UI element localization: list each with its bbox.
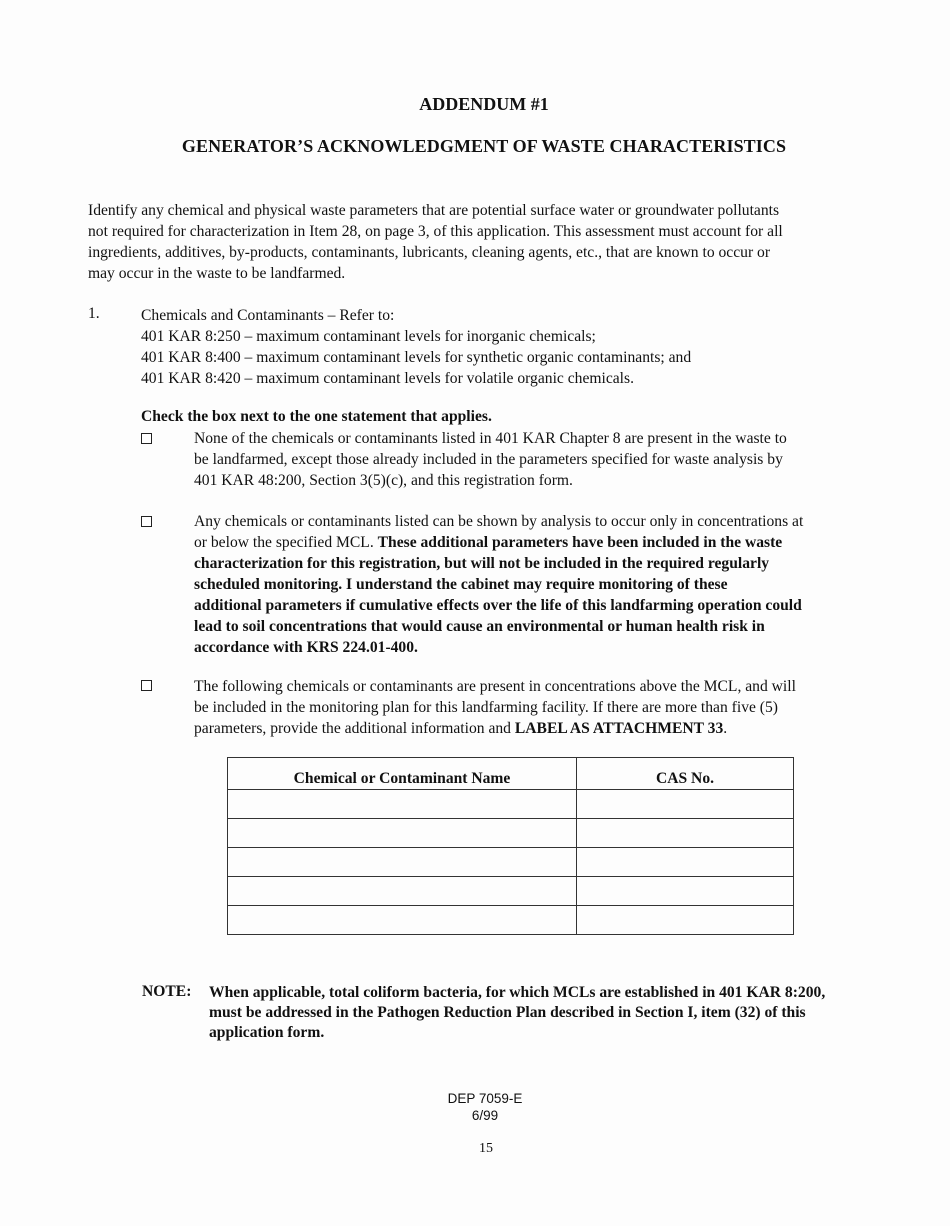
reference-line: 401 KAR 8:400 – maximum contaminant levels for synthetic organic contaminants; and xyxy=(141,349,692,366)
contaminant-table xyxy=(227,757,794,935)
option-1-checkbox[interactable] xyxy=(141,433,152,444)
option-2-text xyxy=(194,511,894,658)
cas-cell[interactable] xyxy=(577,848,794,877)
option-line xyxy=(194,532,894,553)
option-line-bold xyxy=(194,574,894,595)
option-text-bold: characterization for this registration, but will not be included in the required regularly xyxy=(194,555,770,572)
cas-cell[interactable] xyxy=(577,906,794,935)
option-line: The following chemicals or contaminants are present in concentrations above the MCL, and will xyxy=(194,678,796,695)
reference-line: 401 KAR 8:250 – maximum contaminant levels for inorganic chemicals; xyxy=(141,328,596,345)
option-text-bold: lead to soil concentrations that would cause an environmental or human health risk in xyxy=(194,618,765,635)
name-cell[interactable] xyxy=(228,906,577,935)
form-number: DEP 7059-E xyxy=(447,1091,523,1106)
intro-line: may occur in the waste to be landfarmed. xyxy=(88,265,346,282)
option-3-checkbox[interactable] xyxy=(141,680,152,691)
form-date: 6/99 xyxy=(471,1108,499,1123)
option-text-plain: . xyxy=(723,720,728,737)
note-text xyxy=(209,983,899,1043)
option-text-bold: additional parameters if cumulative effects over the life of this landfarming operation could xyxy=(194,597,802,614)
chemicals-heading: Chemicals and Contaminants – Refer to: xyxy=(141,307,395,324)
name-cell[interactable] xyxy=(228,790,577,819)
option-line: be landfarmed, except those already included in the parameters specified for waste analysis by xyxy=(194,451,783,468)
reference-line: 401 KAR 8:420 – maximum contaminant levels for volatile organic chemicals. xyxy=(141,370,634,387)
option-2-checkbox[interactable] xyxy=(141,516,152,527)
column-header-name: Chemical or Contaminant Name xyxy=(228,758,577,790)
attachment-label: LABEL AS ATTACHMENT 33 xyxy=(514,720,724,737)
option-line-bold xyxy=(194,553,894,574)
option-line: Any chemicals or contaminants listed can be shown by analysis to occur only in concentrations at xyxy=(194,513,804,530)
note-label: NOTE: xyxy=(142,983,192,1000)
option-line: be included in the monitoring plan for this landfarming facility. If there are more than five (5) xyxy=(194,699,778,716)
option-line: 401 KAR 48:200, Section 3(5)(c), and this registration form. xyxy=(194,472,573,489)
cas-cell[interactable] xyxy=(577,877,794,906)
option-text-bold: These additional parameters have been included in the waste xyxy=(377,534,783,551)
intro-line: Identify any chemical and physical waste parameters that are potential surface water or groundwater pollutants xyxy=(88,202,780,219)
option-line-bold xyxy=(194,637,894,658)
cas-cell[interactable] xyxy=(577,790,794,819)
cas-cell[interactable] xyxy=(577,819,794,848)
intro-line: ingredients, additives, by-products, contaminants, lubricants, cleaning agents, etc., that are known to occur or xyxy=(88,244,771,261)
column-header-cas: CAS No. xyxy=(577,758,794,790)
option-text-plain: or below the specified MCL. xyxy=(194,534,378,551)
addendum-heading: ADDENDUM #1 xyxy=(419,94,549,114)
check-instruction: Check the box next to the one statement that applies. xyxy=(141,408,492,425)
option-3-text xyxy=(194,676,894,739)
note-line: When applicable, total coliform bacteria, for which MCLs are established in 401 KAR 8:200, xyxy=(209,984,826,1001)
note-line: application form. xyxy=(209,1024,325,1041)
option-line-bold xyxy=(194,595,894,616)
note-line: must be addressed in the Pathogen Reduction Plan described in Section I, item (32) of this xyxy=(209,1004,806,1021)
page-number: 15 xyxy=(479,1141,493,1156)
page-title: GENERATOR’S ACKNOWLEDGMENT OF WASTE CHARACTERISTICS xyxy=(181,136,787,156)
option-line: None of the chemicals or contaminants listed in 401 KAR Chapter 8 are present in the waste to xyxy=(194,430,787,447)
option-text-plain: parameters, provide the additional information and xyxy=(194,720,515,737)
option-text-bold: accordance with KRS 224.01-400. xyxy=(194,639,418,656)
item-number: 1. xyxy=(88,305,100,322)
option-line xyxy=(194,718,894,739)
table-row xyxy=(228,819,794,848)
table-row xyxy=(228,906,794,935)
name-cell[interactable] xyxy=(228,877,577,906)
option-line-bold xyxy=(194,616,894,637)
option-1-text xyxy=(194,428,894,491)
table-row xyxy=(228,848,794,877)
option-text-bold: scheduled monitoring. I understand the cabinet may require monitoring of these xyxy=(194,576,728,593)
name-cell[interactable] xyxy=(228,848,577,877)
intro-line: not required for characterization in Item 28, on page 3, of this application. This assessment must account for all xyxy=(88,223,783,240)
chemicals-section xyxy=(141,305,901,389)
intro-paragraph xyxy=(88,200,888,284)
table-row xyxy=(228,790,794,819)
table-header-row xyxy=(228,758,794,790)
form-footer xyxy=(0,1090,950,1124)
table-row xyxy=(228,877,794,906)
name-cell[interactable] xyxy=(228,819,577,848)
